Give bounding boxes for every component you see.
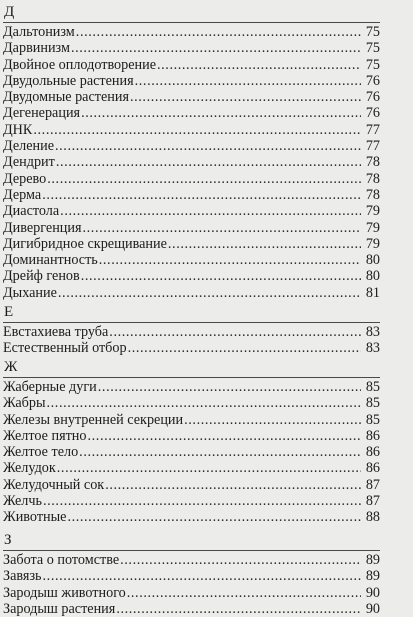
entry-page: 76 (365, 105, 380, 122)
dot-leader (135, 73, 361, 89)
index-entry (3, 171, 380, 187)
dot-leader (99, 252, 361, 268)
entry-term: Дарвинизм (3, 40, 70, 57)
dot-leader (47, 395, 362, 411)
entry-term: Двойное оплодотворение (3, 56, 157, 73)
entry-page: 83 (365, 324, 380, 340)
index-section-zh (3, 357, 380, 526)
index-entry (3, 477, 380, 493)
dot-leader (116, 601, 361, 617)
dot-leader (120, 552, 361, 568)
entry-term: Забота о потомстве (3, 552, 120, 568)
dot-leader (71, 40, 361, 56)
dot-leader (43, 493, 361, 509)
entry-term: ДНК (3, 121, 33, 138)
index-entry (3, 552, 380, 568)
dot-leader (105, 477, 361, 493)
entry-term: Дрейф генов (3, 268, 80, 285)
section-letter: З (4, 532, 12, 548)
index-entry (3, 89, 380, 105)
entry-term: Желудок (3, 460, 56, 477)
entry-page: 75 (365, 40, 380, 57)
dot-leader (33, 122, 361, 138)
dot-leader (60, 203, 361, 219)
entry-page: 87 (365, 493, 380, 510)
index-entry (3, 379, 380, 395)
entry-page: 90 (365, 600, 380, 617)
entry-term: Дигибридное скрещивание (3, 235, 167, 252)
index-entry (3, 105, 380, 121)
dot-leader (56, 154, 361, 170)
dot-leader (67, 509, 361, 525)
entry-page: 78 (365, 170, 380, 187)
entry-page: 79 (365, 235, 380, 252)
entry-page: 86 (365, 427, 380, 444)
entry-term: Железы внутренней секреции (3, 411, 184, 428)
index-entry (3, 138, 380, 154)
index-entry (3, 509, 380, 525)
index-entry (3, 236, 380, 252)
index-page (3, 0, 380, 616)
section-divider (3, 22, 380, 23)
dot-leader (184, 412, 361, 428)
entry-page: 80 (365, 252, 380, 269)
entry-page: 89 (365, 552, 380, 568)
entry-page: 85 (365, 379, 380, 395)
dot-leader (130, 89, 361, 105)
entry-term: Желтое пятно (3, 427, 87, 444)
dot-leader (42, 187, 361, 203)
index-entry (3, 493, 380, 509)
entry-page: 86 (365, 444, 380, 461)
index-entry (3, 220, 380, 236)
entry-term: Дивергенция (3, 219, 82, 236)
index-section-z (3, 530, 380, 617)
entry-page: 78 (365, 186, 380, 203)
entry-page: 79 (365, 219, 380, 236)
dot-leader (79, 444, 361, 460)
index-entry (3, 601, 380, 617)
index-entry (3, 585, 380, 601)
entry-term: Евстахиева труба (3, 324, 109, 340)
dot-leader (83, 220, 361, 236)
entry-page: 79 (365, 203, 380, 220)
dot-leader (98, 379, 361, 395)
index-entry (3, 268, 380, 284)
dot-leader (43, 568, 361, 584)
section-divider (3, 322, 380, 323)
index-entry (3, 154, 380, 170)
index-entry (3, 324, 380, 340)
index-section-d (3, 2, 380, 301)
entry-term: Зародыш животного (3, 584, 126, 601)
dot-leader (47, 171, 361, 187)
entry-term: Завязь (3, 568, 42, 585)
dot-leader (81, 268, 361, 284)
index-entry (3, 40, 380, 56)
dot-leader (76, 24, 361, 40)
dot-leader (81, 105, 361, 121)
entry-term: Доминантность (3, 252, 98, 269)
entry-page: 85 (365, 395, 380, 412)
section-divider (3, 377, 380, 378)
entry-page: 80 (365, 268, 380, 285)
entry-page: 86 (365, 460, 380, 477)
entry-term: Жаберные дуги (3, 379, 97, 395)
section-letter: Ж (4, 359, 18, 375)
entry-page: 76 (365, 89, 380, 106)
index-entry (3, 412, 380, 428)
entry-term: Двудомные растения (3, 89, 129, 106)
entry-term: Дегенерация (3, 105, 81, 122)
entry-page: 77 (365, 121, 380, 138)
entry-term: Дерма (3, 186, 42, 203)
section-letter: Д (4, 4, 15, 20)
dot-leader (109, 324, 361, 340)
entry-term: Естественный отбор (3, 340, 127, 357)
index-entry (3, 444, 380, 460)
entry-page: 81 (365, 284, 380, 301)
entry-term: Дальтонизм (3, 24, 75, 40)
entry-page: 89 (365, 568, 380, 585)
entry-page: 76 (365, 72, 380, 89)
index-section-e (3, 302, 380, 357)
index-entry (3, 340, 380, 356)
entry-term: Жабры (3, 395, 46, 412)
entry-term: Желудочный сок (3, 476, 105, 493)
dot-leader (128, 340, 361, 356)
entry-term: Животные (3, 509, 67, 526)
index-entry (3, 57, 380, 73)
index-entry (3, 568, 380, 584)
entry-term: Дыхание (3, 284, 57, 301)
index-entry (3, 203, 380, 219)
index-entry (3, 460, 380, 476)
entry-term: Двудольные растения (3, 72, 134, 89)
entry-term: Дендрит (3, 154, 55, 171)
dot-leader (168, 236, 361, 252)
index-entry (3, 395, 380, 411)
entry-page: 87 (365, 476, 380, 493)
index-entry (3, 285, 380, 301)
index-entry (3, 252, 380, 268)
entry-term: Желчь (3, 493, 42, 510)
dot-leader (58, 285, 361, 301)
entry-page: 75 (365, 56, 380, 73)
index-entry (3, 73, 380, 89)
dot-leader (57, 460, 361, 476)
entry-term: Желтое тело (3, 444, 79, 461)
section-letter: Е (4, 304, 14, 320)
dot-leader (127, 585, 361, 601)
entry-page: 90 (365, 584, 380, 601)
entry-page: 77 (365, 138, 380, 155)
entry-page: 75 (365, 24, 380, 40)
dot-leader (157, 57, 361, 73)
dot-leader (55, 138, 361, 154)
index-entry (3, 187, 380, 203)
index-entry (3, 122, 380, 138)
entry-page: 88 (365, 509, 380, 526)
entry-page: 85 (365, 411, 380, 428)
entry-term: Дерево (3, 170, 47, 187)
index-entry (3, 428, 380, 444)
section-divider (3, 550, 380, 551)
index-entry (3, 24, 380, 40)
entry-page: 83 (365, 340, 380, 357)
dot-leader (88, 428, 362, 444)
entry-term: Диастола (3, 203, 60, 220)
entry-page: 78 (365, 154, 380, 171)
entry-term: Зародыш растения (3, 600, 116, 617)
entry-term: Деление (3, 138, 55, 155)
